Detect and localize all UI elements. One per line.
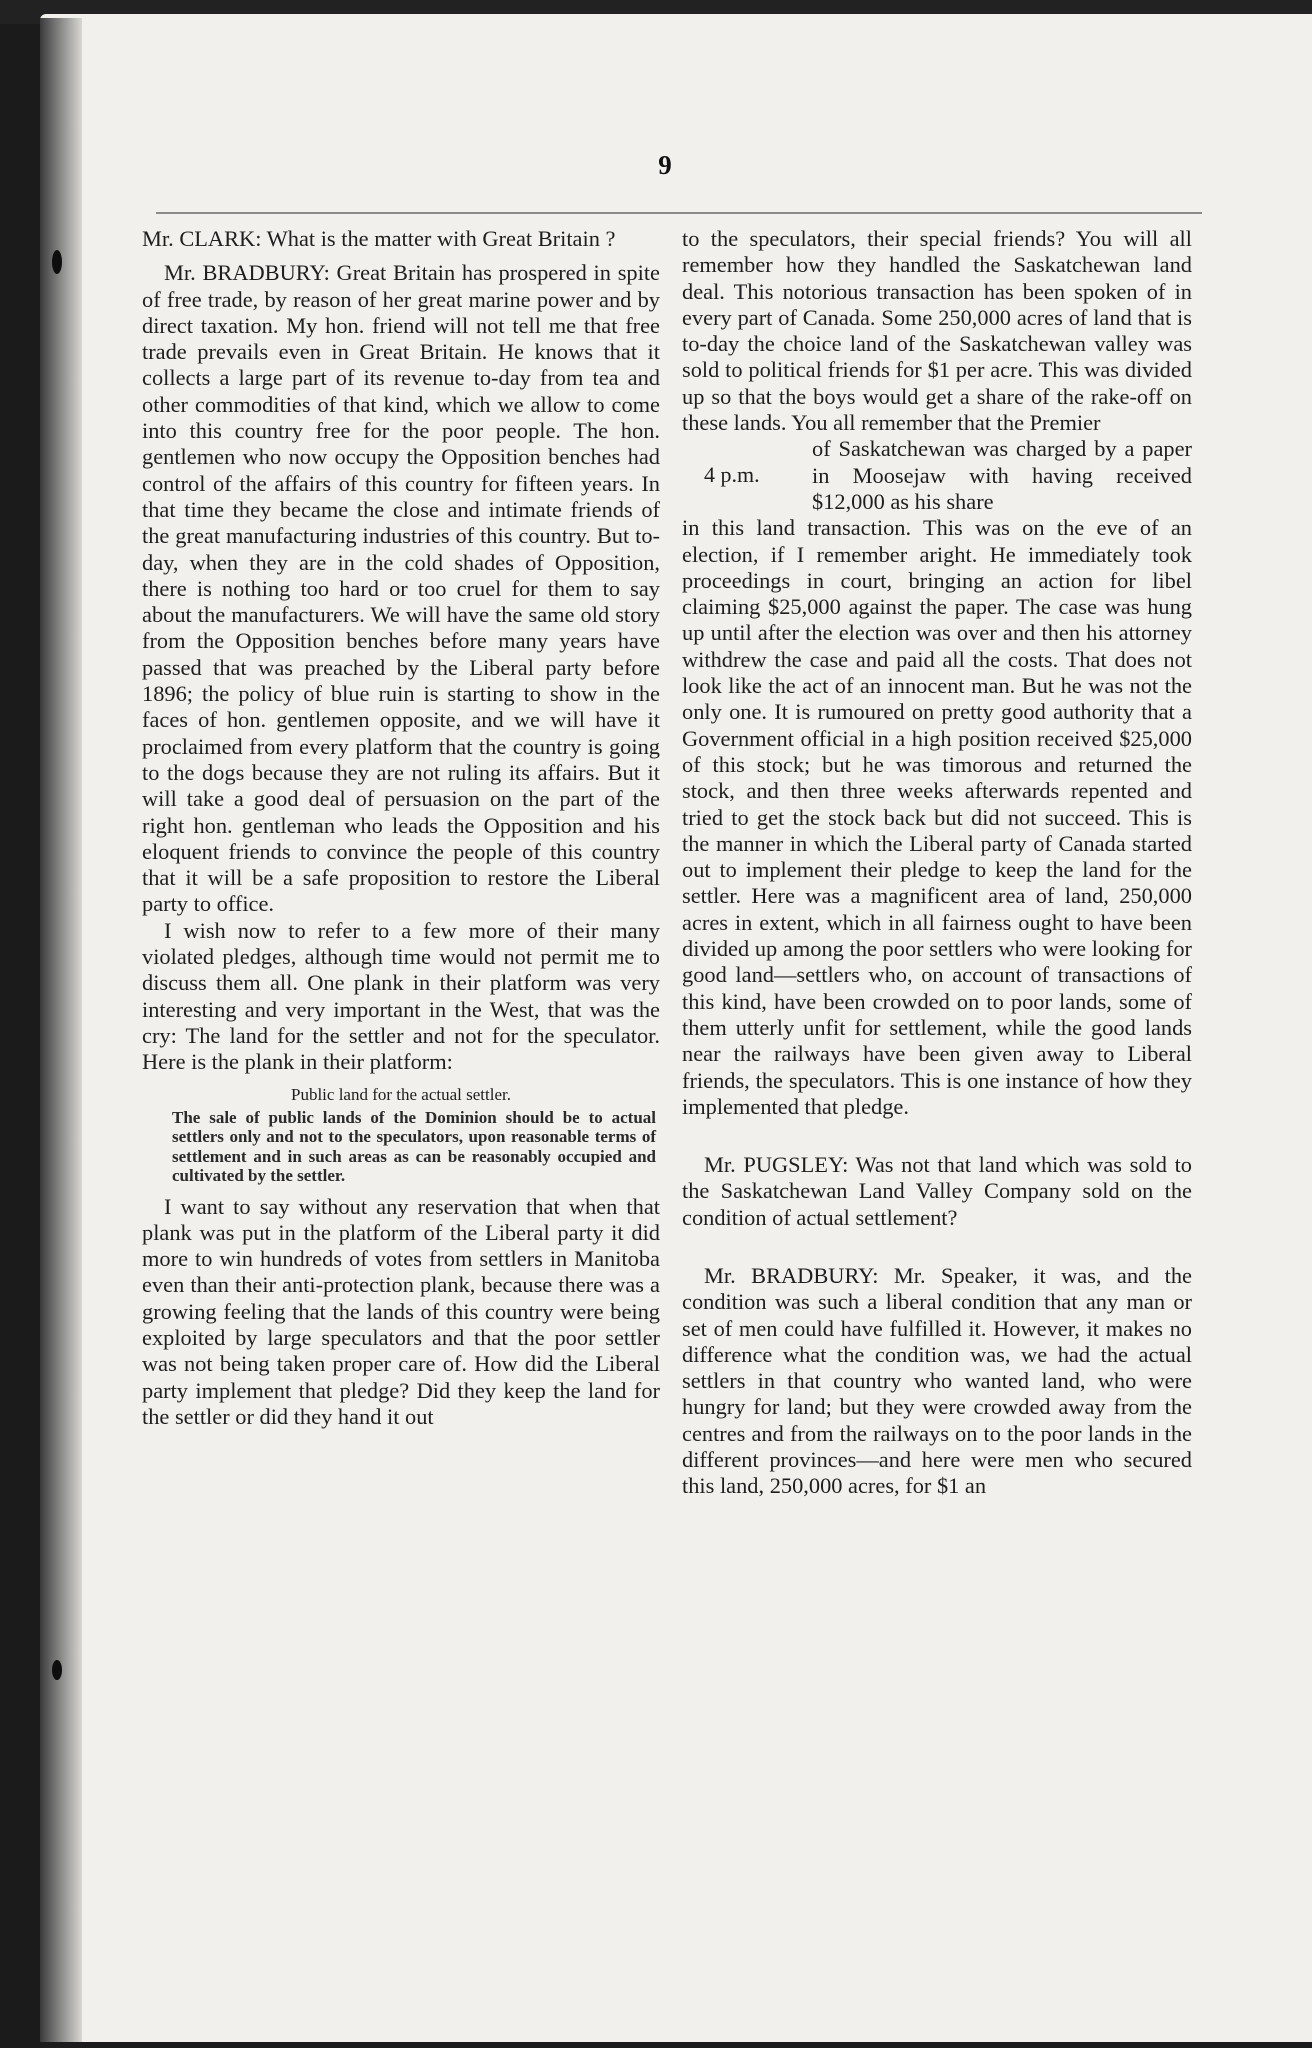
paragraph-premier-charge: of Saskatchewan was charged by a paper in Moosejaw with having received $12,000 as his share xyxy=(812,436,1192,514)
header-rule xyxy=(156,212,1202,214)
paragraph-violated-pledges: I wish now to refer to a few more of their many violated pledges, although time would not permit me to discuss them all. One plank in their platform was very interesting and very important in the West, that was the cry: The land for the settler and not for the speculator. Here is the plank in their platform: xyxy=(142,917,660,1075)
paragraph-plank-votes: I want to say without any reservation that when that plank was put in the platform of the Liberal party it did more to win hundreds of votes from settlers in Manitoba even than their anti-protection plank, because there was a growing feeling that the lands of this country were being exploited by large speculators and that the poor settler was not being taken proper care of. How did the Liberal party implement that pledge? Did they keep the land for the settler or did they hand it out xyxy=(142,1193,660,1429)
paragraph-land-transaction: in this land transaction. This was on the eve of an election, if I remember aright. He immediately took proceedings in court, bringing an action for libel claiming $25,000 against the paper. The case was hung up until after the election was over and then his attorney withdrew the case and paid all the costs. That does not look like the act of an innocent man. But he was not the only one. It is rumoured on pretty good authority that a Government official in a high position received $25,000 of this stock; but he was timorous and returned the stock, and then three weeks afterwards repented and tried to get the stock back but did not succeed. This is the manner in which the Liberal party of Canada started out to implement their pledge to keep the land for the settler. Here was a magnificent area of land, 250,000 acres in extent, which in all fairness ought to have been divided up among the poor settlers who were looking for good land—settlers who, on account of transactions of this kind, have been crowded on to poor lands, some of them utterly unfit for settlement, while the good lands near the railways have been given away to Liberal friends, the speculators. This is one instance of how they implemented that pledge. xyxy=(682,515,1192,1119)
paragraph-bradbury-answer: Mr. BRADBURY: Mr. Speaker, it was, and the condition was such a liberal condition that any man or set of men could have fulfilled it. However, it makes no difference what the condition was, we had the actual settlers in that country who wanted land, who were hungry for land; but they were crowded away from the centres and from the railways on to the poor lands in the different provinces—and here were men who secured this land, 250,000 acres, for $1 an xyxy=(682,1262,1192,1499)
paragraph-bradbury-reply: Mr. BRADBURY: Great Britain has prospered in spite of free trade, by reason of her great marine power and by direct taxation. My hon. friend will not tell me that free trade prevails even in Great Britain. He knows that it collects a large part of its revenue to-day from tea and other commodities of that kind, which we allow to come into this country free for the poor people. The hon. gentlemen who now occupy the Opposition benches had control of the affairs of this country for fifteen years. In that time they became the close and intimate friends of the great manufacturing industries of this country. But to-day, when they are in the cold shades of Opposition, there is nothing too hard or too cruel for them to say about the manufacturers. We will have the same old story from the Opposition benches before many years have passed that was preached by the Liberal party before 1896; the policy of blue ruin is starting to show in the faces of hon. gentlemen opposite, and we will have it proclaimed from every platform that the country is going to the dogs because they are not ruling its affairs. But it will take a good deal of persuasion on the part of the right hon. gentleman who leads the Opposition and his eloquent friends to convince the people of this country that it will be a safe proposition to restore the Liberal party to office. xyxy=(142,260,660,917)
paragraph-clark-question: Mr. CLARK: What is the matter with Great Britain ? xyxy=(142,226,616,251)
binding-hole-mark xyxy=(52,250,62,274)
quote-heading: Public land for the actual settler. xyxy=(291,1084,511,1104)
quote-body: The sale of public lands of the Dominion should be to actual settlers only and not to the speculators, upon reasonable terms of settlement and in such areas as can be reasonably occupied and cultivated by the settler. xyxy=(172,1107,656,1185)
right-column xyxy=(682,226,1192,1500)
page-binding-edge xyxy=(40,18,82,2042)
left-column xyxy=(142,226,660,1430)
binding-hole-mark xyxy=(52,1660,62,1680)
margin-note-block xyxy=(682,436,1192,515)
page-number: 9 xyxy=(658,150,672,180)
paragraph-speculators: to the speculators, their special friends? You will all remember how they handled the Saskatchewan land deal. This notorious transaction has been spoken of in every part of Canada. Some 250,000 acres of land that is to-day the choice land of the Saskatchewan valley was sold to political friends for $1 per acre. This was divided up so that the boys would get a share of the rake-off on these lands. You all remember that the Premier xyxy=(682,226,1192,436)
paragraph-pugsley-question: Mr. PUGSLEY: Was not that land which was sold to the Saskatchewan Land Valley Company sold on the condition of actual settlement? xyxy=(682,1152,1192,1230)
time-margin-note: 4 p.m. xyxy=(704,462,760,488)
